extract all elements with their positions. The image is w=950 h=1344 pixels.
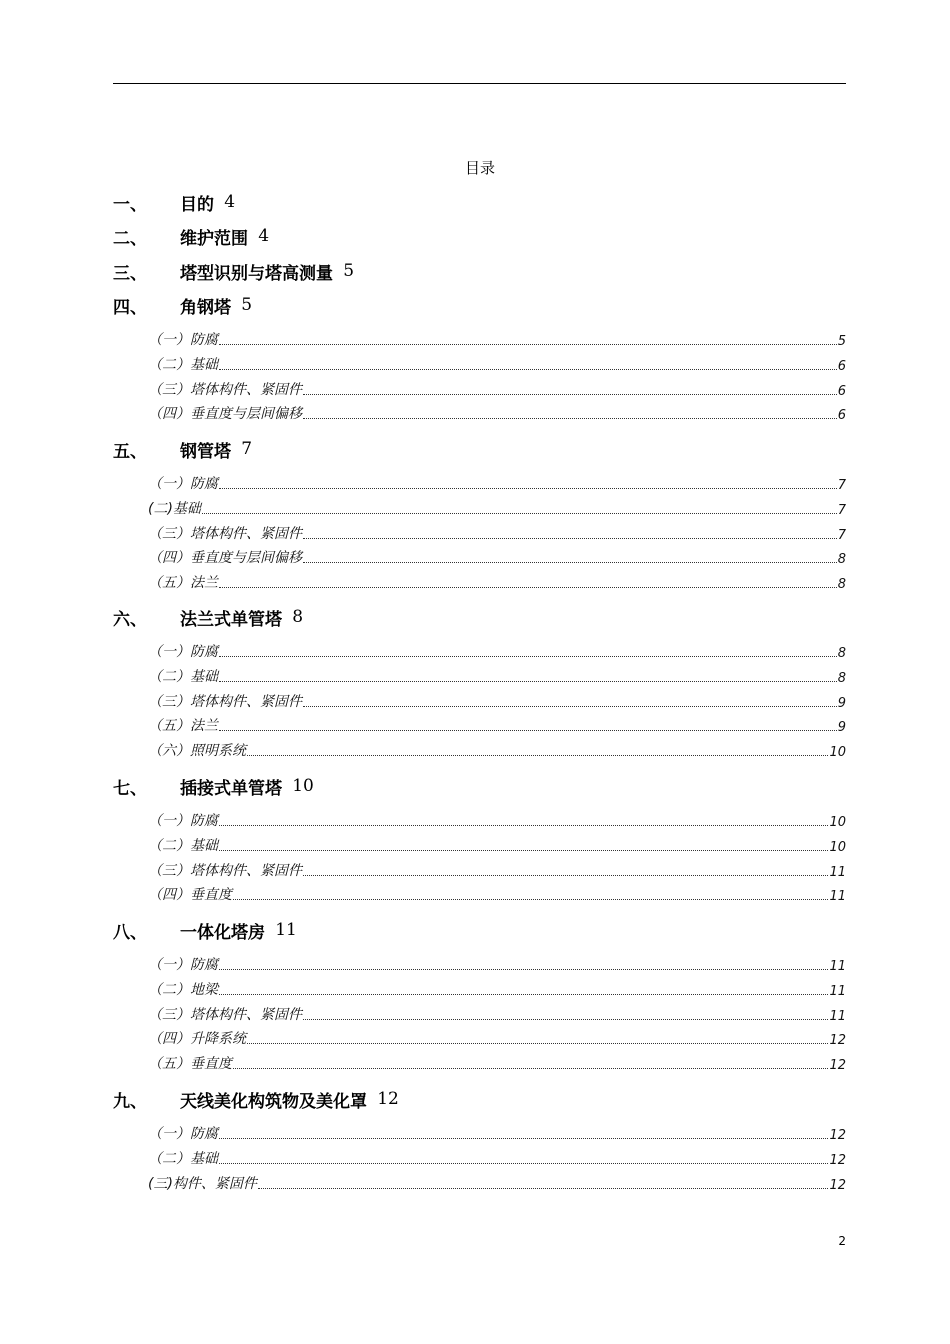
dot-leader [303,394,837,395]
toc-subitem[interactable] [148,884,846,904]
dot-leader [219,344,837,345]
dot-leader [303,562,837,563]
toc-subitem-page: 11 [829,864,846,880]
dot-leader [233,899,828,900]
toc-subitem-label: （三）塔体构件、紧固件 [148,525,302,542]
toc-subitem-page: 11 [829,959,846,974]
toc-subitem[interactable] [148,498,846,518]
toc-subitem-page: 12 [829,1128,846,1143]
toc-subitem-label: （一）防腐 [148,813,218,829]
toc-subitem-page: 8 [837,646,846,661]
toc-subitem[interactable] [148,1123,846,1143]
dot-leader [219,1138,828,1139]
toc-subitem[interactable] [148,715,846,735]
toc-subitem-label: （一）防腐 [148,476,218,492]
toc-section-number: 八、 [113,922,147,943]
toc-subitem-label: （二）基础 [148,837,218,854]
dot-leader [303,538,837,539]
dot-leader [303,1019,828,1020]
toc-subitem-label: （二）基础 [148,356,218,373]
toc-subitem[interactable] [148,740,846,760]
toc-subitem-page: 6 [837,408,846,424]
toc-section-number: 四、 [113,297,147,318]
toc-subitem-page: 12 [829,1033,846,1049]
toc-title: 目录 [464,159,495,177]
toc-subitem[interactable] [148,547,846,567]
toc-subitem[interactable] [148,641,846,661]
toc-subitem-page: 6 [837,383,846,399]
toc-section[interactable] [113,190,235,214]
toc-section-page: 4 [224,192,236,212]
toc-subitem-label: （四）垂直度与层间偏移 [148,550,302,567]
toc-section-page: 11 [275,920,297,940]
toc-section[interactable] [113,605,303,629]
toc-section[interactable] [113,437,252,461]
toc-subitem-label: （一）防腐 [148,644,218,660]
toc-section[interactable] [113,224,269,248]
toc-subitem-page: 11 [829,1008,846,1024]
toc-subitem-label: （三）塔体构件、紧固件 [148,693,302,710]
toc-subitem-page: 10 [829,815,846,830]
toc-section-page: 7 [241,439,253,459]
toc-section-page: 8 [292,607,304,627]
toc-subitem[interactable] [148,572,846,592]
toc-subitem-label: （五）法兰 [148,718,218,735]
toc-section-page: 12 [377,1089,399,1109]
dot-leader [303,706,837,707]
toc-subitem-page: 8 [837,577,846,593]
toc-subitem-page: 11 [829,889,846,905]
dot-leader [219,825,828,826]
toc-subitem-page: 8 [837,552,846,568]
toc-section-title: 天线美化构筑物及美化罩 [180,1091,367,1112]
toc-subitem-label: （二）地梁 [148,981,218,998]
toc-subitem[interactable] [148,473,846,493]
toc-subitem-label: (三)构件、紧固件 [148,1175,257,1192]
dot-leader [219,488,837,489]
dot-leader [219,969,828,970]
toc-section-page: 5 [241,295,253,315]
toc-subitem-page: 5 [837,334,846,349]
toc-section-page: 4 [258,226,270,246]
toc-subitem-page: 12 [829,1152,846,1168]
dot-leader [219,994,828,995]
toc-subitem-page: 12 [829,1058,846,1074]
toc-section[interactable] [113,1087,399,1111]
toc-subitem-label: （一）防腐 [148,1126,218,1142]
toc-section-page: 10 [292,776,314,796]
toc-subitem[interactable] [148,810,846,830]
toc-subitem-page: 9 [837,720,846,736]
toc-subitem-label: （三）塔体构件、紧固件 [148,862,302,879]
toc-section-title: 法兰式单管塔 [180,609,282,630]
toc-section-title: 插接式单管塔 [180,778,282,799]
toc-section[interactable] [113,774,314,798]
toc-subitem-label: （五）垂直度 [148,1056,232,1073]
dot-leader [233,1068,828,1069]
toc-subitem[interactable] [148,329,846,349]
toc-subitem-label: （一）防腐 [148,332,218,348]
toc-subitem-label: （六）照明系统 [148,743,246,760]
toc-section-title: 钢管塔 [180,441,231,462]
toc-subitem-label: （二）基础 [148,1150,218,1167]
toc-subitem-page: 9 [837,695,846,711]
toc-section-number: 二、 [113,228,147,249]
toc-subitem-label: （三）塔体构件、紧固件 [148,381,302,398]
toc-subitem[interactable] [148,1173,846,1193]
toc-subitem-page: 12 [829,1177,846,1193]
toc-subitem[interactable] [148,1053,846,1073]
toc-section-number: 七、 [113,778,147,799]
toc-section-title: 目的 [180,194,214,215]
toc-subitem[interactable] [148,1148,846,1168]
toc-subitem-page: 10 [829,745,846,761]
toc-subitem[interactable] [148,1028,846,1048]
dot-leader [219,730,837,731]
toc-section-number: 五、 [113,441,147,462]
toc-subitem[interactable] [148,379,846,399]
toc-subitem-page: 7 [837,527,846,543]
toc-subitem-label: (二)基础 [148,500,201,517]
toc-section-title: 塔型识别与塔高测量 [180,263,333,284]
dot-leader [303,875,828,876]
toc-subitem-label: （四）升降系统 [148,1031,246,1048]
toc-subitem-page: 6 [837,358,846,374]
toc-subitem-label: （一）防腐 [148,957,218,973]
toc-section-number: 一、 [113,194,147,215]
toc-subitem-page: 8 [837,670,846,686]
toc-subitem-page: 11 [829,983,846,999]
toc-section-page: 5 [343,261,355,281]
dot-leader [303,418,837,419]
toc-section-title: 角钢塔 [180,297,231,318]
toc-section-number: 九、 [113,1091,147,1112]
toc-subitem-label: （二）基础 [148,668,218,685]
toc-section[interactable] [113,918,297,942]
toc-section-number: 三、 [113,263,147,284]
toc-subitem[interactable] [148,691,846,711]
toc-subitem[interactable] [148,403,846,423]
toc-subitem[interactable] [148,523,846,543]
toc-subitem-label: （三）塔体构件、紧固件 [148,1006,302,1023]
toc-subitem[interactable] [148,354,846,374]
toc-subitem-label: （五）法兰 [148,575,218,592]
toc-section[interactable] [113,293,252,317]
toc-section-number: 六、 [113,609,147,630]
toc-section-title: 一体化塔房 [180,922,265,943]
toc-subitem-label: （四）垂直度与层间偏移 [148,406,302,423]
dot-leader [219,681,837,682]
dot-leader [219,850,828,851]
toc-subitem-page: 7 [837,478,846,493]
dot-leader [247,755,828,756]
toc-subitem-page: 10 [829,839,846,855]
toc-section[interactable] [113,259,354,283]
toc-subitem[interactable] [148,666,846,686]
dot-leader [219,587,837,588]
toc-subitem-page: 7 [837,502,846,518]
toc-subitem[interactable] [148,860,846,880]
dot-leader [202,513,837,514]
toc-subitem[interactable] [148,954,846,974]
toc-subitem[interactable] [148,1004,846,1024]
page-number: 2 [838,1234,846,1248]
dot-leader [219,1163,828,1164]
toc-subitem[interactable] [148,979,846,999]
dot-leader [258,1188,829,1189]
dot-leader [219,369,837,370]
toc-subitem-label: （四）垂直度 [148,887,232,904]
dot-leader [247,1043,828,1044]
dot-leader [219,656,837,657]
toc-section-title: 维护范围 [180,228,248,249]
toc-subitem[interactable] [148,835,846,855]
